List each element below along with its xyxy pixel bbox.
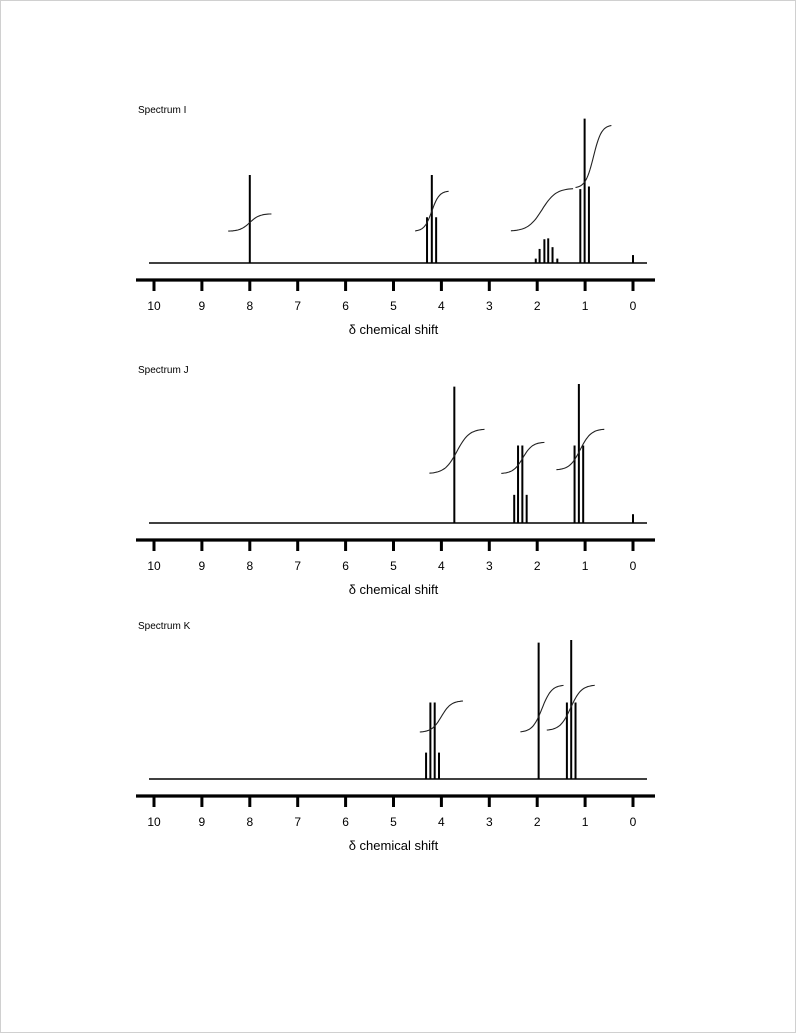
spectrum-panel-j	[1, 365, 795, 625]
integral-curve	[511, 189, 573, 231]
spectrum-chart	[1, 621, 795, 871]
spectrum-title: Spectrum J	[138, 365, 189, 376]
x-tick-label: 1	[581, 559, 589, 573]
x-tick-label: 5	[390, 559, 397, 573]
x-tick-label: 2	[533, 559, 541, 573]
integral-curve	[576, 126, 612, 188]
x-tick-label: 9	[198, 815, 206, 829]
spectrum-title: Spectrum I	[138, 105, 187, 116]
x-axis-label: δ chemical shift	[348, 838, 439, 853]
x-tick-label: 6	[342, 815, 349, 829]
x-tick-label: 9	[198, 559, 206, 573]
x-tick-label: 1	[581, 815, 589, 829]
x-tick-label: 10	[147, 815, 161, 829]
x-tick-label: 3	[485, 559, 493, 573]
x-tick-label: 1	[581, 299, 589, 313]
x-tick-label: 0	[629, 299, 637, 313]
integral-curve	[556, 429, 604, 469]
x-tick-label: 3	[485, 299, 493, 313]
x-tick-label: 8	[246, 559, 254, 573]
spectrum-panel-i	[1, 105, 795, 365]
x-tick-label: 3	[485, 815, 493, 829]
x-tick-label: 10	[147, 559, 161, 573]
x-tick-label: 2	[533, 299, 541, 313]
x-tick-label: 10	[147, 299, 161, 313]
x-tick-label: 7	[294, 815, 302, 829]
x-tick-label: 6	[342, 299, 349, 313]
spectrum-chart	[1, 365, 795, 615]
x-tick-label: 6	[342, 559, 349, 573]
x-tick-label: 7	[294, 559, 302, 573]
x-tick-label: 5	[390, 815, 397, 829]
integral-curve	[420, 701, 463, 732]
spectrum-panel-k	[1, 621, 795, 881]
x-tick-label: 4	[438, 815, 445, 829]
x-tick-label: 4	[438, 299, 445, 313]
x-tick-label: 8	[246, 815, 254, 829]
x-tick-label: 4	[438, 559, 445, 573]
x-tick-label: 0	[629, 559, 637, 573]
x-tick-label: 9	[198, 299, 206, 313]
x-tick-label: 8	[246, 299, 254, 313]
spectrum-title: Spectrum K	[138, 621, 191, 632]
integral-curve	[429, 429, 484, 473]
x-axis-label: δ chemical shift	[348, 582, 439, 597]
x-tick-label: 7	[294, 299, 302, 313]
x-tick-label: 0	[629, 815, 637, 829]
x-tick-label: 2	[533, 815, 541, 829]
integral-curve	[520, 685, 563, 731]
spectrum-chart	[1, 105, 795, 355]
x-axis-label: δ chemical shift	[348, 322, 439, 337]
x-tick-label: 5	[390, 299, 397, 313]
